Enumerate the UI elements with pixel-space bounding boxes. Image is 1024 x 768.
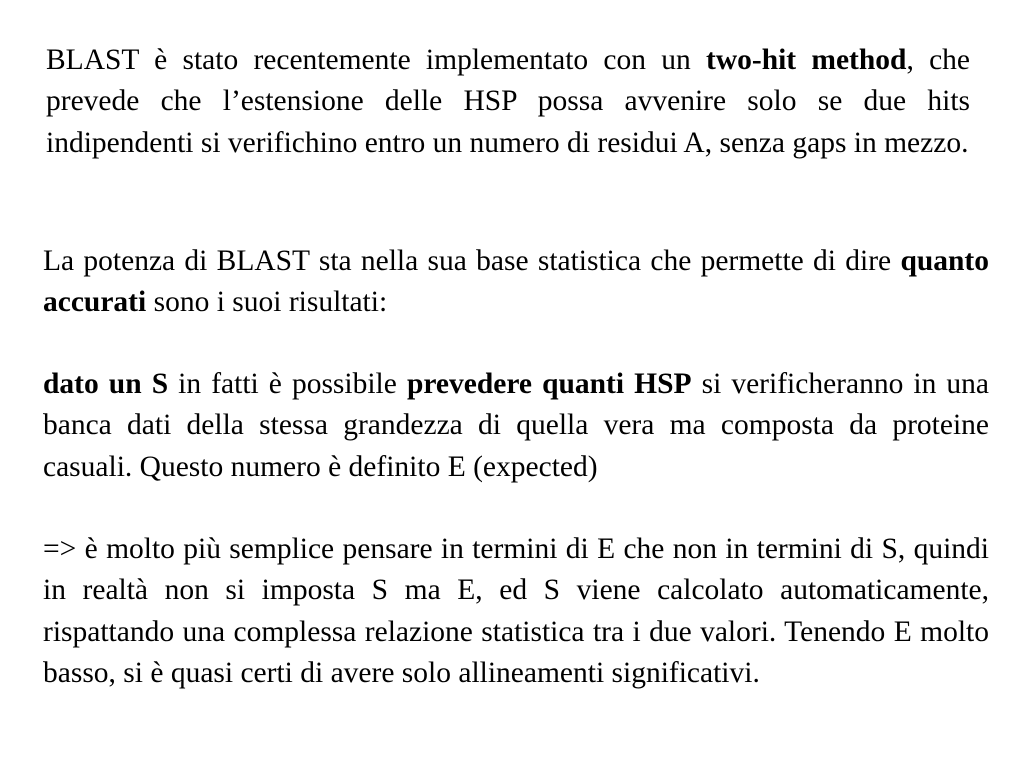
paragraph-e-vs-s [43,529,989,694]
paragraph-two-hit-method [46,40,970,164]
text: , che prevede che l’estensione delle HSP possa avvenire solo se due hits indipendenti si verifichino entro un numero di residui A, senza gaps in mezzo. [46,44,971,159]
text: BLAST è stato recentemente implementato con un [46,44,706,76]
text: in fatti è possibile [168,368,407,400]
paragraph-blast-statistics [43,241,989,324]
bold-term-dato-un-s: dato un S [43,368,169,400]
text: => è molto più semplice pensare in termini di E che non in termini di S, quindi in realtà non si imposta S ma E, ed S viene calcolato automaticamente, rispattando una complessa relazione statistica tra i due valori. Tenendo E molto basso, si è quasi certi di avere solo allineamenti significativi. [43,533,989,689]
paragraph-expected-value [43,364,989,488]
text: La potenza di BLAST sta nella sua base statistica che permette di dire [43,245,901,277]
bold-term-quanto-accurati: quanto accurati [43,245,989,319]
bold-term-prevedere-quanti-hsp: prevedere quanti HSP [406,368,692,400]
bold-term-two-hit-method: two-hit method [706,44,907,76]
text: sono i suoi risultati: [146,286,388,319]
text: si verificheranno in una banca dati della stessa grandezza di quella vera ma composta da proteine casuali. Questo numero è definito E (expected) [43,368,990,483]
